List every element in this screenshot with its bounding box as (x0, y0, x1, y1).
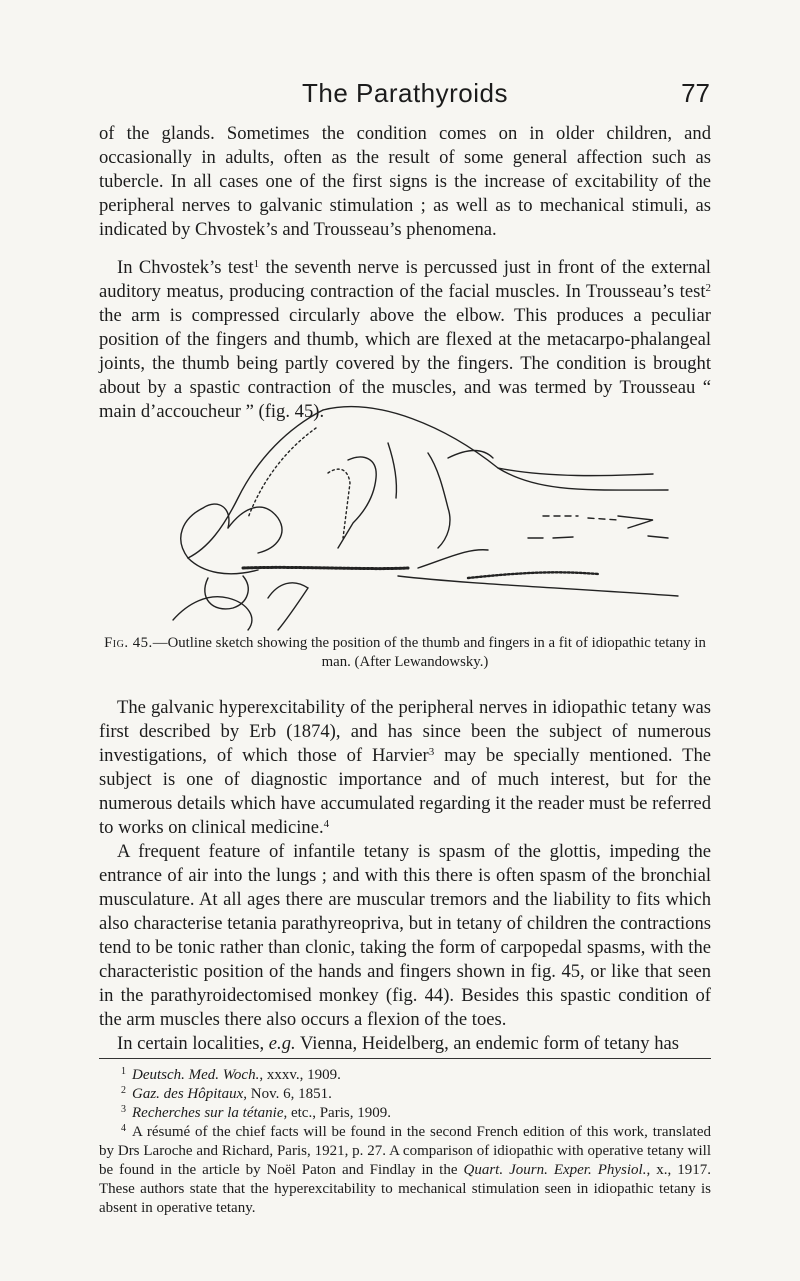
footnote-rest: , etc., Paris, 1909. (283, 1105, 391, 1121)
footnote-title: Deutsch. Med. Woch. (132, 1067, 260, 1083)
footnote-number: 1 (121, 1066, 126, 1077)
para5-text-a: In certain localities, (117, 1033, 269, 1054)
footnote-title: Gaz. des Hôpitaux (132, 1086, 244, 1102)
finger-little (173, 597, 252, 630)
figure-caption (99, 634, 711, 672)
page-header (100, 78, 710, 114)
footnote-ref-1: 1 (253, 258, 260, 270)
footnote-3 (99, 1104, 711, 1123)
footnote-2 (99, 1085, 711, 1104)
footnote-text-a: A résumé of the chief facts will be found in the second French edition of this work, translated by Drs Laroche and Richard, Paris, 1921, p. 27. A comparison of idiopathic with operative tetany will be found in the article by Noël Paton and Findlay in the (99, 1124, 711, 1178)
finger-index (181, 504, 229, 558)
running-title: The Parathyroids (302, 78, 508, 108)
footnote-4 (99, 1123, 711, 1218)
footnote-rule (99, 1058, 711, 1059)
forearm-lower-outline (398, 576, 678, 596)
text-block-upper (99, 122, 711, 424)
footnote-number: 4 (121, 1123, 126, 1134)
para2-text-a: In Chvostek’s test (117, 257, 254, 278)
para5-eg: e.g. (268, 1033, 296, 1054)
footnote-text-b: , x., 1917. These authors state that the hyperexcitability to mechanical stimulation seen in idiopathic tetany is absent in operative tetany. (99, 1162, 711, 1216)
paragraph-3 (99, 696, 711, 840)
para5-text-b: Vienna, Heidelberg, an endemic form of tetany has (295, 1033, 680, 1054)
paragraph-1: of the glands. Sometimes the condition comes on in older children, and occasionally in adults, often as the result of some general affection such as tubercle. In all cases one of the first signs is the increase of excitability of the peripheral nerves to galvanic stimulation ; as well as to mechanical stimuli, as indicated by Chvostek’s and Trousseau’s phenomena. (99, 123, 711, 240)
footnote-ref-3: 3 (428, 746, 435, 758)
hand-dorsum (188, 410, 323, 558)
shading-hatch (243, 567, 408, 568)
footnote-title: Recherches sur la tétanie (132, 1105, 284, 1121)
figure-caption-text: —Outline sketch showing the position of the thumb and fingers in a fit of idiopathic tetany in man. (After Lewandowsky.) (152, 635, 706, 670)
para2-text-c: the arm is compressed circularly above the elbow. This produces a peculiar position of the fingers and thumb, which are flexed at the metacarpo-phalangeal joints, the thumb being partly covered by the fingers. The condition is brought about by a spastic contraction of the muscles, and was termed by Trousseau “ main d’accoucheur ” (fig. 45). (99, 305, 711, 422)
paragraph-4: A frequent feature of infantile tetany is spasm of the glottis, impeding the entrance of air into the lungs ; and with this there is often spasm of the bronchial musculature. At all ages there are muscular tremors and the liability to fits which also characterise tetania parathyreopriva, but in tetany of children the contractions tend to be tonic rather than clonic, taking the form of carpopedal spasms, with the characteristic position of the hands and fingers shown in fig. 45, or like that seen in the parathyroidectomised monkey (fig. 44). Besides this spastic condition of the arm muscles there also occurs a flexion of the toes. (99, 841, 711, 1030)
footnote-journal: Quart. Journ. Exper. Physiol. (463, 1162, 647, 1178)
para3-text-a: The galvanic hyperexcitability of the peripheral nerves in idiopathic tetany was first described by Erb (1874), and has since been the subject of numerous investigations, of which those of Harvier (99, 697, 711, 766)
footnote-rest: , xxxv., 1909. (259, 1067, 341, 1083)
footnote-1 (99, 1066, 711, 1085)
footnotes (99, 1066, 711, 1218)
para2-text-b: the seventh nerve is percussed just in front of the external auditory meatus, producing contraction of the facial muscles. In Trousseau’s test (99, 257, 711, 302)
figure-label: Fig. 45. (104, 635, 153, 651)
footnote-ref-2: 2 (705, 282, 711, 294)
finger-middle (228, 507, 282, 553)
page-number: 77 (681, 78, 710, 108)
text-block-lower (99, 696, 711, 1056)
footnote-ref-4: 4 (323, 818, 330, 830)
hand-sketch-figure (148, 398, 688, 632)
footnote-rest: , Nov. 6, 1851. (243, 1086, 332, 1102)
para3-text-b: may be specially mentioned. The subject is one of diagnostic importance and of much interest, but for the numerous details which have accumulated regarding it the reader must be referred to works on clinical medicine. (99, 745, 711, 838)
footnote-number: 2 (121, 1085, 126, 1096)
footnote-number: 3 (121, 1104, 126, 1115)
paragraph-5 (99, 1032, 711, 1056)
forearm-upper-outline (323, 407, 668, 490)
